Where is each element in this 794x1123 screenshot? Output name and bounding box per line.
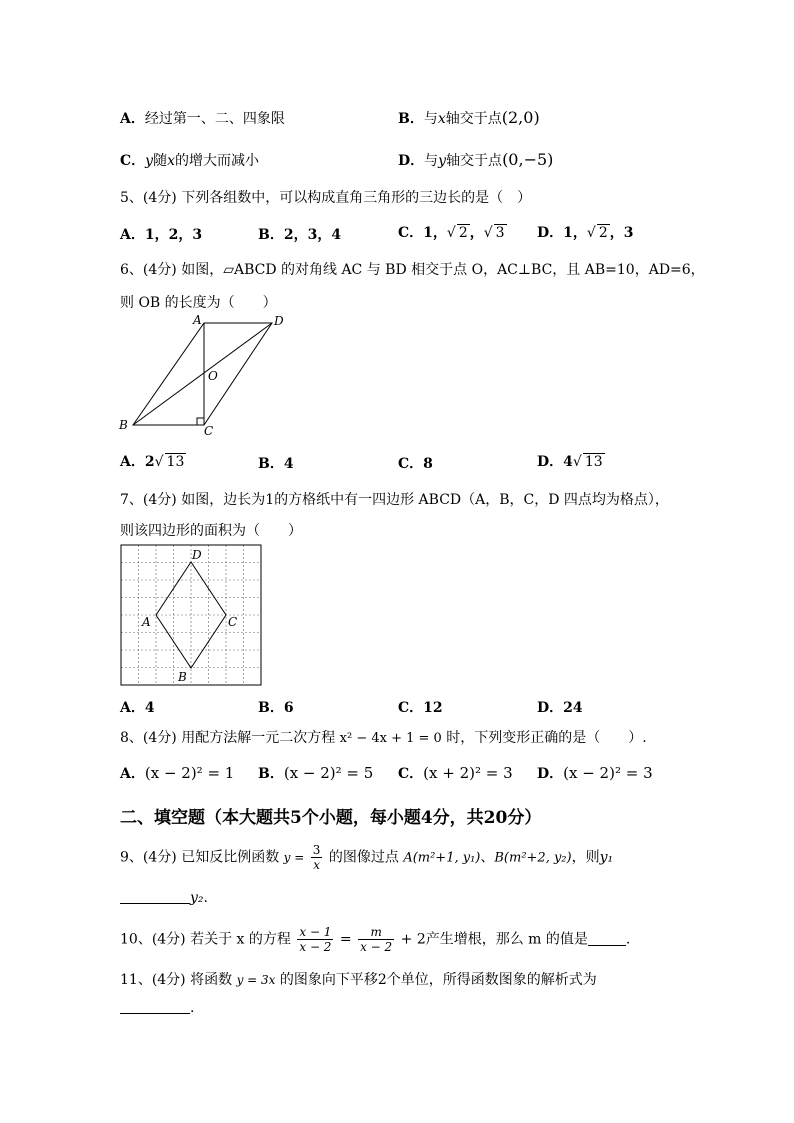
option-text: 与 [424, 153, 439, 169]
option-text: ， [469, 225, 484, 241]
stem-text: 、 [480, 849, 495, 866]
q5-option-d: D．1，√ 2 ，3 [537, 225, 634, 241]
stem-text: 的图像过点 [328, 849, 399, 866]
diagonal-bd [133, 323, 272, 425]
math-var: y [145, 153, 154, 169]
option-letter: A． [120, 111, 145, 127]
stem-text: 8、(4分) 用配方法解一元二次方程 [120, 730, 336, 746]
stem-text: . [203, 890, 208, 906]
q8-option-a [120, 763, 234, 783]
q8-option-b [258, 763, 373, 783]
q9-answer-line [120, 890, 208, 906]
option-text: 与 [423, 111, 438, 127]
q4-option-a [120, 108, 285, 128]
option-letter: D． [537, 766, 564, 782]
option-text: C．1， [398, 225, 447, 241]
option-text: 经过第一、二、四象限 [144, 111, 285, 127]
q4-option-b [398, 108, 540, 128]
denominator: x − 2 [360, 940, 393, 954]
q5-stem: 5、(4分) 下列各组数中，可以构成直角三角形的三边长的是（ ） [120, 190, 532, 206]
q6-parallelogram-figure [115, 312, 295, 437]
label-d: D [192, 548, 202, 562]
math-point: (2,0) [501, 108, 540, 127]
q8-option-c [398, 763, 513, 783]
q6-stem-line1: 6、(4分) 如图，▱ABCD 的对角线 AC 与 BD 相交于点 O，AC⊥BC，且 AB=10，AD=6， [120, 262, 705, 278]
q8-stem [120, 727, 647, 747]
option-text: D．4 [537, 454, 573, 470]
math-var: y [438, 153, 447, 169]
math-point: (0,−5) [502, 150, 554, 169]
sqrt-radicand: 2 [598, 225, 608, 241]
numerator: 3 [312, 843, 321, 857]
q7-option-c: C．12 [398, 700, 443, 716]
sqrt-radicand: 2 [458, 225, 468, 241]
option-letter: A． [120, 766, 145, 782]
math-operator: = [339, 931, 352, 948]
sqrt-radicand: 13 [584, 454, 603, 470]
q6-option-d: D．4√ 13 [537, 454, 603, 470]
stem-text: . [190, 1000, 195, 1016]
math-equation: (x + 2)² = 3 [423, 764, 513, 782]
math-equation: x² − 4x + 1 = 0 [339, 731, 442, 746]
math-var: x [167, 153, 175, 169]
q6-option-c: C．8 [398, 456, 433, 472]
q7-grid-figure [115, 540, 270, 690]
label-c: C [228, 615, 238, 629]
stem-text: 11、(4分) 将函数 [120, 972, 233, 988]
option-text: A．2 [120, 454, 155, 470]
q9-stem [120, 843, 613, 872]
q6-option-b: B．4 [258, 456, 294, 472]
q8-option-d [537, 763, 653, 783]
option-letter: C． [120, 153, 146, 169]
label-a: A [142, 615, 151, 629]
q6-stem-line2: 则 OB 的长度为（ ） [120, 295, 277, 311]
option-text: 随 [153, 153, 168, 169]
point-b: B(m²+2, y₂) [494, 850, 572, 866]
math-operator: + 2 [400, 931, 426, 948]
sqrt-radicand: 13 [166, 454, 185, 470]
option-text: ，3 [609, 225, 634, 241]
q7-option-a: A．4 [120, 700, 155, 716]
q7-option-b: B．6 [258, 700, 294, 716]
option-text: 轴交于点 [445, 111, 502, 127]
label-b: B [119, 418, 128, 432]
option-letter: C． [398, 766, 424, 782]
q11-answer-blank[interactable] [120, 1013, 190, 1014]
label-c: C [204, 424, 214, 437]
section-title-fill-in: 二、填空题（本大题共5个小题，每小题4分，共20分） [120, 808, 542, 828]
stem-text: 的图象向下平移2个单位，所得函数图象的解析式为 [279, 972, 597, 988]
q4-option-d [398, 150, 553, 170]
math-equation: (x − 2)² = 5 [283, 764, 374, 782]
label-o: O [208, 369, 218, 383]
option-letter: B． [398, 111, 424, 127]
q7-stem-line1: 7、(4分) 如图，边长为1的方格纸中有一四边形 ABCD（A，B，C，D 四点均为格点）， [120, 492, 669, 508]
math-var: y₂ [190, 890, 204, 906]
q10-stem [120, 925, 630, 954]
point-a: A(m²+1, y₁) [403, 850, 481, 866]
math-var: y = [283, 850, 305, 865]
fraction-rhs [358, 925, 394, 954]
q5-option-b: B．2，3，4 [258, 227, 342, 243]
denominator: x [313, 858, 320, 872]
q7-option-d: D．24 [537, 700, 583, 716]
math-var: y₁ [599, 849, 614, 866]
stem-text: . [625, 931, 631, 948]
q11-stem [120, 969, 597, 989]
q6-option-a: A．2√ 13 [120, 454, 185, 470]
right-angle-mark [197, 418, 204, 425]
q7-stem-line2: 则该四边形的面积为（ ） [120, 523, 302, 539]
stem-text: 时，下列变形正确的是（ ）. [446, 730, 647, 746]
math-equation: (x − 2)² = 1 [144, 764, 235, 782]
q11-answer-line [120, 1000, 194, 1016]
fraction-lhs [297, 925, 333, 954]
label-b: B [178, 670, 187, 684]
option-text: 轴交于点 [446, 153, 503, 169]
label-d: D [274, 314, 284, 328]
sqrt-radicand: 3 [495, 225, 505, 241]
option-letter: B． [258, 766, 284, 782]
stem-text: 9、(4分) 已知反比例函数 [120, 849, 280, 866]
math-equation: (x − 2)² = 3 [563, 764, 653, 782]
q9-answer-blank[interactable] [120, 903, 190, 904]
fraction-3-over-x [311, 843, 323, 872]
option-letter: D． [398, 153, 425, 169]
numerator: x − 1 [299, 925, 332, 939]
math-function: y = 3x [236, 973, 276, 987]
denominator: x − 2 [299, 940, 332, 954]
math-var: x [437, 111, 446, 127]
stem-text: 10、(4分) 若关于 x 的方程 [120, 931, 291, 948]
numerator: m [358, 925, 394, 940]
stem-text: 产生增根，那么 m 的值是 [425, 931, 588, 948]
stem-text: ，则 [571, 849, 600, 866]
q5-option-c: C．1，√ 2 ，√ 3 [398, 225, 505, 241]
option-text: 的增大而减小 [174, 153, 259, 169]
q5-option-a: A．1，2，3 [120, 227, 203, 243]
option-text: D．1， [537, 225, 587, 241]
q10-answer-blank[interactable] [588, 945, 626, 946]
label-a: A [193, 313, 202, 327]
q4-option-c [120, 150, 259, 170]
